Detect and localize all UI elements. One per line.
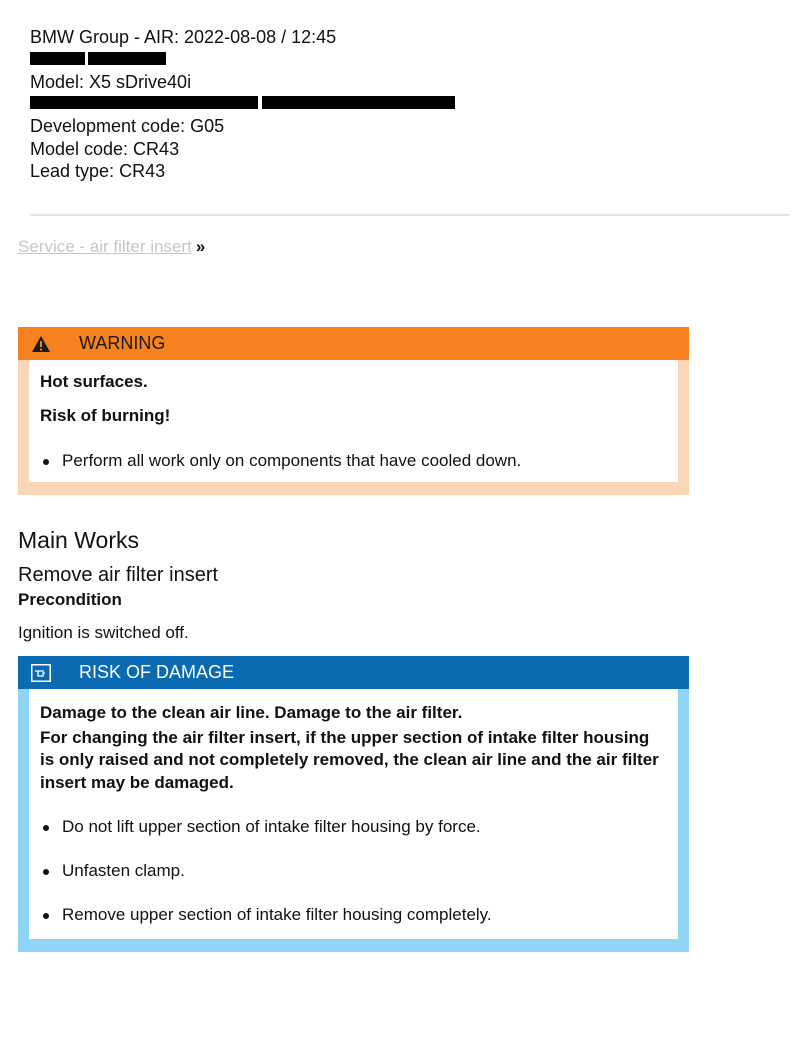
damage-bullet: Unfasten clamp. [40,860,667,882]
damage-bullet: Remove upper section of intake filter housing completely. [40,904,667,926]
warning-header [18,327,689,360]
warning-bullet: Perform all work only on components that have cooled down. [40,450,667,472]
damage-bullet: Do not lift upper section of intake filter housing by force. [40,816,667,838]
redaction-bar [88,52,166,65]
warning-label: WARNING [79,333,166,353]
redaction-bar [30,52,85,65]
precondition-text: Ignition is switched off. [18,623,189,642]
redaction-row-2 [30,93,336,115]
risk-of-damage-box [18,656,689,952]
risk-of-damage-body [29,689,678,939]
redaction-bar [30,96,258,109]
breadcrumb [18,237,205,257]
breadcrumb-separator: » [195,237,206,256]
hand-pointer-icon [18,664,64,682]
breadcrumb-link[interactable]: Service - air filter insert [18,237,192,256]
document-header [30,26,336,183]
redaction-row-1 [30,49,336,71]
risk-of-damage-label: RISK OF DAMAGE [79,662,235,682]
warning-line: Risk of burning! [40,405,171,425]
risk-of-damage-header [18,656,689,689]
warning-body [29,360,678,482]
warning-triangle-icon [18,335,64,353]
precondition-label: Precondition [18,590,122,609]
damage-line: For changing the air filter insert, if the upper section of intake filter housing is only raised and not completely removed, the clean air line and the air filter insert may be damaged. [40,727,659,792]
section-heading: Main Works [18,527,139,553]
subsection-heading: Remove air filter insert [18,564,219,586]
lead-type-line: Lead type: CR43 [30,161,166,181]
warning-line: Hot surfaces. [40,372,148,391]
header-divider [30,214,790,216]
warning-box [18,327,689,495]
damage-line: Damage to the clean air line. Damage to the air filter. [40,703,463,722]
redaction-bar [262,96,455,109]
model-code-line: Model code: CR43 [30,138,180,159]
document-title: BMW Group - AIR: 2022-08-08 / 12:45 [30,27,337,47]
model-line: Model: X5 sDrive40i [30,71,192,92]
development-code-line: Development code: G05 [30,116,225,136]
